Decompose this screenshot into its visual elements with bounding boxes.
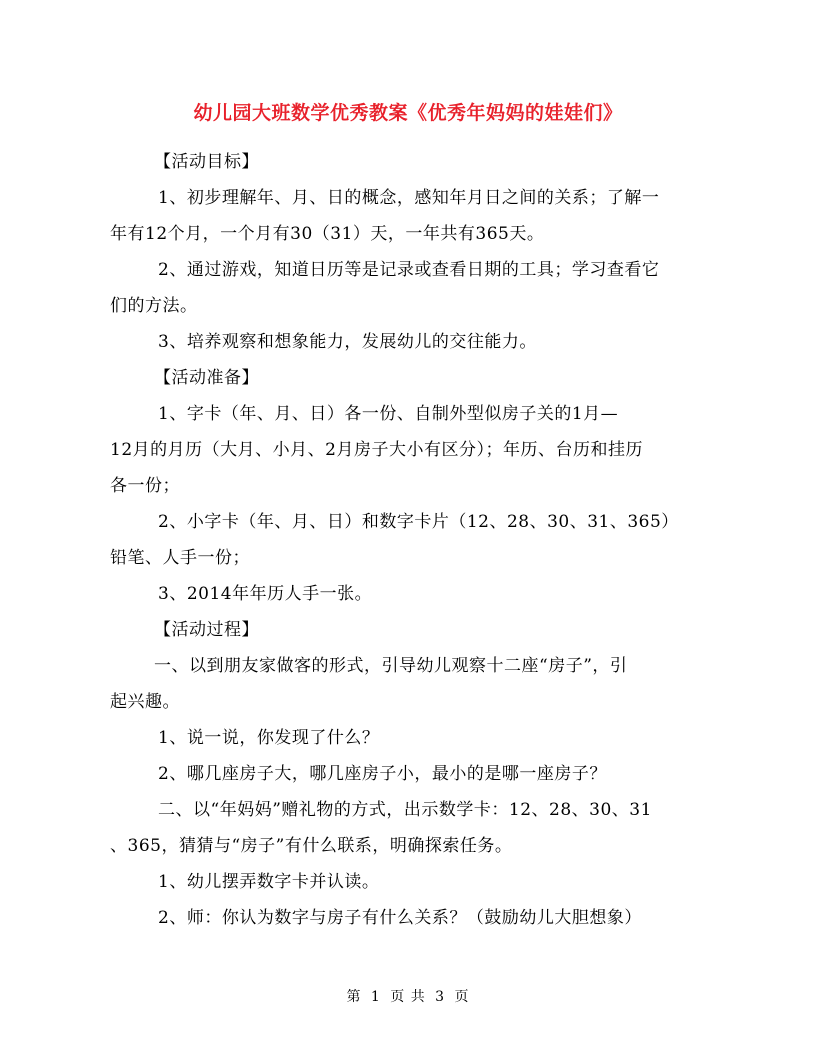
body-line: 【活动目标】 bbox=[154, 152, 259, 172]
body-line: 3、2014年年历人手一张。 bbox=[158, 584, 373, 604]
body-line: 二、以“年妈妈”赠礼物的方式，出示数学卡：12、28、30、31 bbox=[158, 800, 652, 820]
body-line: 12月的月历（大月、小月、2月房子大小有区分）；年历、台历和挂历 bbox=[110, 440, 643, 460]
body-line: 、365，猜猜与“房子”有什么联系，明确探索任务。 bbox=[110, 836, 513, 856]
page-footer bbox=[0, 986, 816, 1006]
body-line: 1、说一说，你发现了什么？ bbox=[158, 728, 380, 748]
current-page-number: 1 bbox=[370, 989, 381, 1005]
body-line: 3、培养观察和想象能力，发展幼儿的交往能力。 bbox=[158, 332, 537, 352]
body-line: 2、通过游戏，知道日历等是记录或查看日期的工具；学习查看它 bbox=[158, 260, 660, 280]
body-line: 起兴趣。 bbox=[110, 692, 180, 712]
total-pages-number: 3 bbox=[435, 989, 446, 1005]
body-line: 2、小字卡（年、月、日）和数字卡片（12、28、30、31、365） bbox=[158, 512, 679, 532]
body-line: 1、幼儿摆弄数字卡并认读。 bbox=[158, 872, 380, 892]
page-label-middle: 页 共 bbox=[390, 989, 426, 1005]
body-line: 各一份； bbox=[110, 476, 180, 496]
document-title: 幼儿园大班数学优秀教案《优秀年妈妈的娃娃们》 bbox=[193, 102, 623, 124]
body-line: 们的方法。 bbox=[110, 296, 198, 316]
body-line: 铅笔、人手一份； bbox=[110, 548, 250, 568]
body-line: 1、初步理解年、月、日的概念，感知年月日之间的关系；了解一 bbox=[158, 188, 660, 208]
body-line: 年有12个月，一个月有30（31）天，一年共有365天。 bbox=[110, 224, 545, 244]
body-line: 2、哪几座房子大，哪几座房子小，最小的是哪一座房子？ bbox=[158, 764, 607, 784]
body-line: 1、字卡（年、月、日）各一份、自制外型似房子关的1月— bbox=[158, 404, 619, 424]
body-line: 【活动准备】 bbox=[154, 368, 259, 388]
document-body bbox=[110, 144, 706, 936]
body-line: 【活动过程】 bbox=[154, 620, 259, 640]
body-line: 2、师：你认为数字与房子有什么关系？（鼓励幼儿大胆想象） bbox=[158, 908, 642, 928]
body-line: 一、以到朋友家做客的形式，引导幼儿观察十二座“房子”，引 bbox=[154, 656, 628, 676]
page-label-prefix: 第 bbox=[346, 989, 362, 1005]
page-label-suffix: 页 bbox=[454, 989, 470, 1005]
